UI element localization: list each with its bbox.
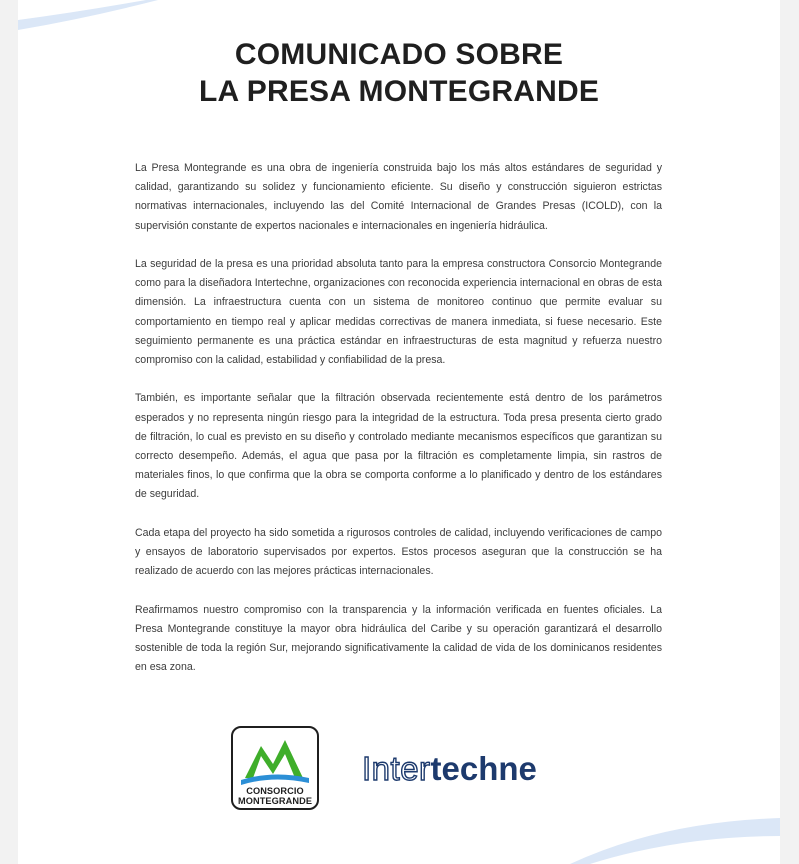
title-line-1: COMUNICADO SOBRE — [234, 38, 564, 71]
intertechne-logo-part1: Inter — [362, 750, 431, 787]
paragraph: La Presa Montegrande es una obra de ingeniería construida bajo los más altos estándares de seguridad y calidad, garantizando su solidez y funcionamiento eficiente. Su diseño y construcción siguieron estrictas normativas internacionales, incluyendo las del Comité Internacional de Grandes Presas (ICOLD), con la supervisión constante de expertos nacionales e internacionales en ingeniería hidráulica. — [135, 162, 662, 232]
consorcio-line-1: CONSORCIO — [246, 786, 304, 796]
statement-body — [135, 159, 662, 697]
document-page — [18, 0, 780, 864]
consorcio-line-2: MONTEGRANDE — [237, 796, 313, 806]
paragraph: También, es importante señalar que la filtración observada recientemente está dentro de los parámetros esperados y no representa ningún riesgo para la integridad de la estructura. Toda presa presenta cierto grado de filtración, lo cual es previsto en su diseño y controlado mediante mecanismos específicos que garantizan su correcto desempeño. Además, el agua que pasa por la filtración es completamente limpia, sin rastros de materiales finos, lo que confirma que la obra se comporta conforme a lo planificado y dentro de los estándares de seguridad. — [135, 392, 662, 501]
page-title — [18, 36, 780, 110]
paragraph: Reafirmamos nuestro compromiso con la transparencia y la información verificada en fuentes oficiales. La Presa Montegrande constituye la mayor obra hidráulica del Caribe y su operación garantizará el desarrollo sostenible de toda la región Sur, mejorando significativamente la calidad de vida de los dominicanos residentes en esa zona. — [135, 603, 662, 674]
paragraph: Cada etapa del proyecto ha sido sometida a rigurosos controles de calidad, incluyendo verificaciones de campo y ensayos de laboratorio supervisados por expertos. Estos procesos aseguran que la construcción se ha realizado de acuerdo con las mejores prácticas internacionales. — [135, 526, 662, 578]
title-line-2: LA PRESA MONTEGRANDE — [198, 75, 600, 108]
paragraph: La seguridad de la presa es una prioridad absoluta tanto para la empresa constructora Consorcio Montegrande como para la diseñadora Intertechne, organizaciones con reconocida experiencia internacional en obras de esta dimensión. La infraestructura cuenta con un sistema de monitoreo continuo que permite evaluar su comportamiento en tiempo real y aplicar medidas correctivas de manera inmediata, si fuese necesario. Este seguimiento permanente es una práctica estándar en infraestructuras de esta magnitud y refuerza nuestro compromiso con la calidad, estabilidad y confiabilidad de la presa. — [135, 258, 662, 367]
consorcio-montegrande-logo — [231, 726, 319, 810]
logo-row — [18, 722, 780, 814]
intertechne-logo — [362, 749, 537, 789]
wave-decoration-top — [18, 0, 158, 30]
intertechne-logo-part2: techne — [430, 750, 537, 787]
wave-decoration-bottom — [570, 814, 780, 864]
